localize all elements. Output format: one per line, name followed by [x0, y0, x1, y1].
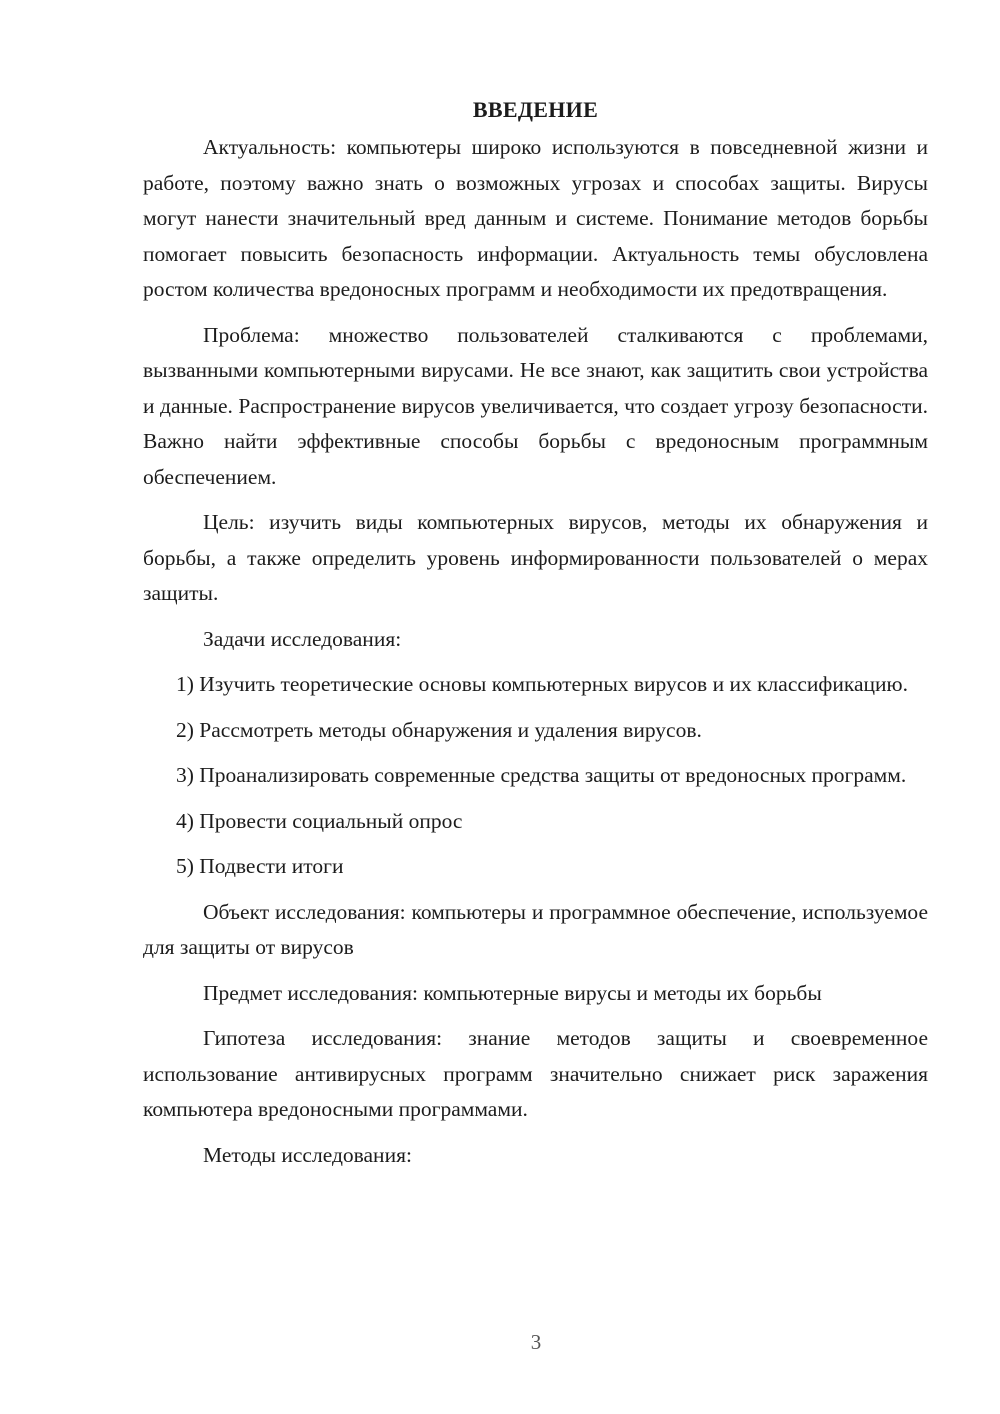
task-item-1: 1) Изучить теоретические основы компьютерных вирусов и их классификацию.: [176, 672, 908, 696]
hypothesis-paragraph: Гипотеза исследования: знание методов защиты и своевременное использование антивирусных программ значительно снижает риск заражения компьютера вредоносными программами.: [143, 1026, 928, 1121]
subject-paragraph: Предмет исследования: компьютерные вирусы и методы их борьбы: [203, 980, 822, 1005]
document-page: [143, 92, 928, 1183]
methods-heading: Методы исследования:: [203, 1142, 412, 1167]
task-item-5: 5) Подвести итоги: [176, 854, 344, 878]
task-item-3: 3) Проанализировать современные средства защиты от вредоносных программ.: [176, 763, 907, 787]
relevance-paragraph: Актуальность: компьютеры широко используются в повседневной жизни и работе, поэтому важно знать о возможных угрозах и способах защиты. Вирусы могут нанести значительный вред данным и системе. Понимание методов борьбы помогает повысить безопасность информации. Актуальность темы обусловлена ростом количества вредоносных программ и необходимости их предотвращения.: [143, 135, 928, 301]
page-title: ВВЕДЕНИЕ: [472, 97, 599, 122]
page-number: 3: [530, 1330, 542, 1354]
goal-paragraph: Цель: изучить виды компьютерных вирусов, методы их обнаружения и борьбы, а также определить уровень информированности пользователей о мерах защиты.: [143, 510, 928, 605]
task-item-2: 2) Рассмотреть методы обнаружения и удаления вирусов.: [176, 717, 702, 742]
object-paragraph: Объект исследования: компьютеры и программное обеспечение, используемое для защиты от вирусов: [143, 899, 928, 959]
tasks-heading: Задачи исследования:: [203, 626, 402, 651]
task-item-4: 4) Провести социальный опрос: [176, 808, 463, 833]
problem-paragraph: Проблема: множество пользователей сталкиваются с проблемами, вызванными компьютерными вирусами. Не все знают, как защитить свои устройства и данные. Распространение вирусов увеличивается, что создает угрозу безопасности. Важно найти эффективные способы борьбы с вредоносным программным обеспечением.: [143, 322, 928, 489]
